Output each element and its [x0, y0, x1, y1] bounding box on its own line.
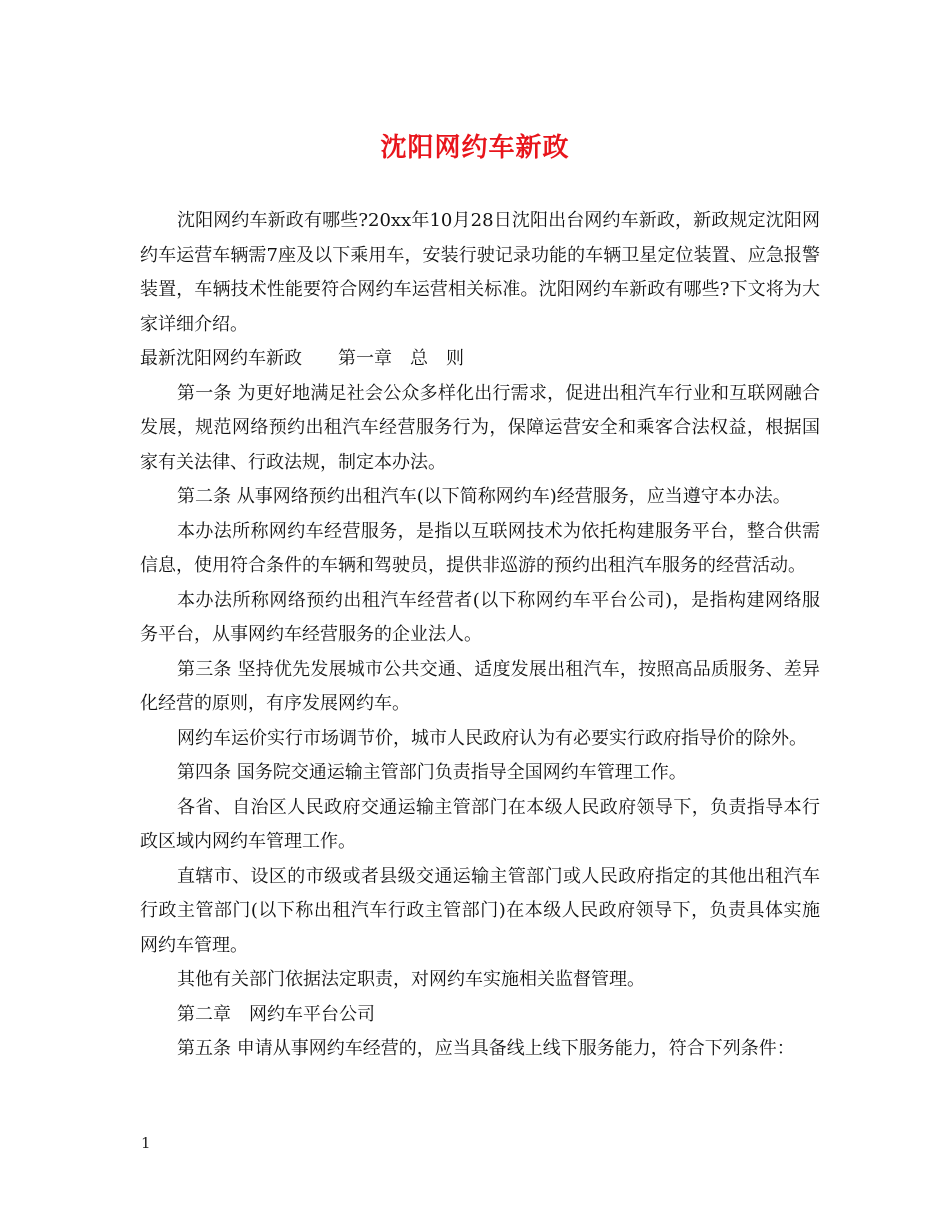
provincial-management-paragraph: 各省、自治区人民政府交通运输主管部门在本级人民政府领导下，负责指导本行政区域内网约车管理工作。 — [140, 796, 820, 852]
definition-operator-paragraph: 本办法所称网络预约出租汽车经营者(以下称网约车平台公司)，是指构建网络服务平台，从事网约车经营服务的企业法人。 — [140, 589, 820, 645]
article-5-paragraph: 第五条 申请从事网约车经营的，应当具备线上线下服务能力，符合下列条件： — [177, 1038, 795, 1059]
article-4-paragraph: 第四条 国务院交通运输主管部门负责指导全国网约车管理工作。 — [177, 762, 687, 783]
document-body — [140, 204, 820, 1067]
chapter-heading-2: 第二章 网约车平台公司 — [177, 1003, 375, 1025]
article-2-paragraph: 第二条 从事网络预约出租汽车(以下简称网约车)经营服务，应当遵守本办法。 — [177, 486, 791, 507]
document-title: 沈阳网约车新政 — [380, 133, 570, 163]
other-departments-paragraph: 其他有关部门依据法定职责，对网约车实施相关监督管理。 — [177, 969, 645, 990]
page-number: 1 — [141, 1134, 151, 1152]
chapter-heading-1: 最新沈阳网约车新政 第一章 总 则 — [140, 348, 464, 369]
municipal-management-paragraph: 直辖市、设区的市级或者县级交通运输主管部门或人民政府指定的其他出租汽车行政主管部门(以下称出租汽车行政主管部门)在本级人民政府领导下，负责具体实施网约车管理。 — [140, 865, 820, 956]
article-3-paragraph: 第三条 坚持优先发展城市公共交通、适度发展出租汽车，按照高品质服务、差异化经营的原则，有序发展网约车。 — [140, 658, 820, 714]
article-1-paragraph: 第一条 为更好地满足社会公众多样化出行需求，促进出租汽车行业和互联网融合发展，规范网络预约出租汽车经营服务行为，保障运营安全和乘客合法权益，根据国家有关法律、行政法规，制定本办法。 — [140, 382, 820, 473]
definition-service-paragraph: 本办法所称网约车经营服务，是指以互联网技术为依托构建服务平台，整合供需信息，使用符合条件的车辆和驾驶员，提供非巡游的预约出租汽车服务的经营活动。 — [140, 520, 820, 576]
intro-paragraph: 沈阳网约车新政有哪些?20xx年10月28日沈阳出台网约车新政，新政规定沈阳网约车运营车辆需7座及以下乘用车，安装行驶记录功能的车辆卫星定位装置、应急报警装置，车辆技术性能要符合网约车运营相关标准。沈阳网约车新政有哪些?下文将为大家详细介绍。 — [140, 210, 820, 335]
pricing-paragraph: 网约车运价实行市场调节价，城市人民政府认为有必要实行政府指导价的除外。 — [177, 727, 807, 749]
